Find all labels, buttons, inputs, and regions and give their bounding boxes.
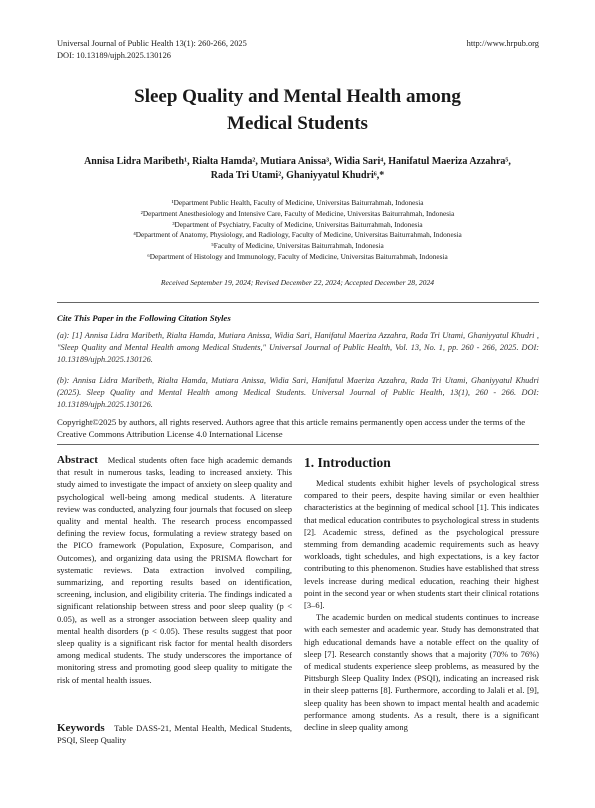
affiliation: ¹Department Public Health, Faculty of Medicine, Universitas Baiturrahmah, Indonesia (171, 198, 424, 207)
paragraph: Medical students exhibit higher levels of psychological stress compared to their peers, despite having similar or even healthier characteristics at the beginning of medical school [1]. This indicates that medical education contributes to psychological stress in students [2]. Academic stress, defined as the psychological pressure stemming from demanding academic requirements such as heavy workloads, tight schedules, and high expectations, is a key factor contributing to this phenomenon. Studies have established that stress levels increase during medical education, reaching their highest point in the second year or when students start their clinical rotations [3–6]. (304, 478, 539, 611)
title-line: Sleep Quality and Mental Health among (134, 86, 461, 107)
doi: DOI: 10.13189/ujph.2025.130126 (57, 51, 171, 60)
keywords-text: Table DASS-21, Mental Health, Medical Students, PSQI, Sleep Quality (57, 723, 293, 746)
abstract-label: Abstract (57, 454, 98, 466)
affiliation: ²Department Anesthesiology and Intensive Care, Faculty of Medicine, Universitas Baiturrahmah, Indonesia (140, 208, 455, 218)
authors-line: Annisa Lidra Maribeth¹, Rialta Hamda², Mutiara Anissa³, Widia Sari⁴, Hanifatul Maeriza Azzahra⁵, (84, 156, 511, 167)
received-dates: Received September 19, 2024; Revised December 22, 2024; Accepted December 28, 2024 (160, 278, 435, 287)
citation-style-b: (b): Annisa Lidra Maribeth, Rialta Hamda, Mutiara Anissa, Widia Sari, Hanifatul Maeriza Azzahra, Rada Tri Utami, Ghaniyyatul Khudri (2025). Sleep Quality and Mental Health among Medical Students. Universal Journal of Public Health, 13(1), 260 - 266. DOI: 10.13189/ujph.2025.130126. (57, 376, 539, 409)
keywords (57, 722, 292, 746)
authors-line: Rada Tri Utami², Ghaniyyatul Khudri⁶,* (210, 170, 385, 181)
copyright-notice: Copyright©2025 by authors, all rights reserved. Authors agree that this article remains permanently open access under the terms of the Creative Commons Attribution License 4.0 International License (57, 417, 526, 439)
citation-style-a: (a): [1] Annisa Lidra Maribeth, Rialta Hamda, Mutiara Anissa, Widia Sari, Hanifatul Maeriza Azzahra, Rada Tri Utami, Ghaniyyatul Khudri , "Sleep Quality and Mental Health among Medical Students," Universal Journal of Public Health, Vol. 13, No. 1, pp. 260 - 266, 2025. DOI: 10.13189/ujph.2025.130126. (57, 331, 539, 364)
affiliation: ³Department of Psychiatry, Faculty of Medicine, Universitas Baiturrahmah, Indonesia (172, 219, 423, 229)
affiliation: ⁶Department of Histology and Immunology, Faculty of Medicine, Universitas Baiturrahmah, Indonesia (147, 251, 448, 261)
abstract (57, 454, 292, 686)
journal-url[interactable]: http://www.hrpub.org (466, 39, 539, 48)
affiliation: ⁵Faculty of Medicine, Universitas Baiturrahmah, Indonesia (211, 241, 384, 251)
author-list (48, 155, 547, 183)
section-heading: 1. Introduction (304, 455, 391, 470)
cite-heading: Cite This Paper in the Following Citation Styles (57, 313, 231, 323)
title-line: Medical Students (227, 113, 368, 134)
journal-citation: Universal Journal of Public Health 13(1): 260-266, 2025 (57, 39, 247, 48)
affiliations (40, 198, 555, 263)
introduction-body (304, 477, 539, 733)
affiliation: ⁴Department of Anatomy, Physiology, and Radiology, Faculty of Medicine, Universitas Baiturrahmah, Indonesia (133, 230, 462, 240)
paragraph: The academic burden on medical students continues to increase with each semester and academic year. Study has demonstrated that high educational demands have a notable effect on the quality of sleep [7]. Research constantly shows that a majority (70% to 76%) of medical students experience sleep problems, as measured by the Pittsburgh Sleep Quality Index (PSQI), indicating an increased risk in their sleep patterns [8]. Furthermore, according to Jalali et al. [9], sleep quality has been shown to impact mental health and academic performance among students. As a result, there is a significant decline in sleep quality among (304, 612, 539, 733)
paper-title (40, 83, 555, 137)
abstract-text: Medical students often face high academic demands that result in numerous tasks, leading to increased anxiety. This study aimed to investigate the impact of anxiety on sleep quality and psychological well-being among medical students. A literature review was conducted, analyzing four journals that focused on sleep quality and mental health. The research process encompassed defining the review focus, formulating a review strategy based on the PICO framework (Population, Exposure, Comparison, and Outcomes), and organizing data using the PRISMA flowchart for systematic reviews. Data extraction involved compiling, summarizing, and reporting results based on identification, screening, inclusion, and eligibility criteria. The findings indicated a significant relationship between stress and poor sleep quality (p < 0.05), as well as a stronger association between sleep quality and mental health disorders (p < 0.05). These results suggest that poor sleep quality is a significant risk factor for mental health disorders among medical students. The study underscores the importance of monitoring stress and promoting good sleep quality to mitigate the risk of mental health issues. (57, 455, 292, 685)
divider (57, 302, 539, 303)
divider (57, 444, 539, 445)
keywords-label: Keywords (57, 722, 105, 734)
